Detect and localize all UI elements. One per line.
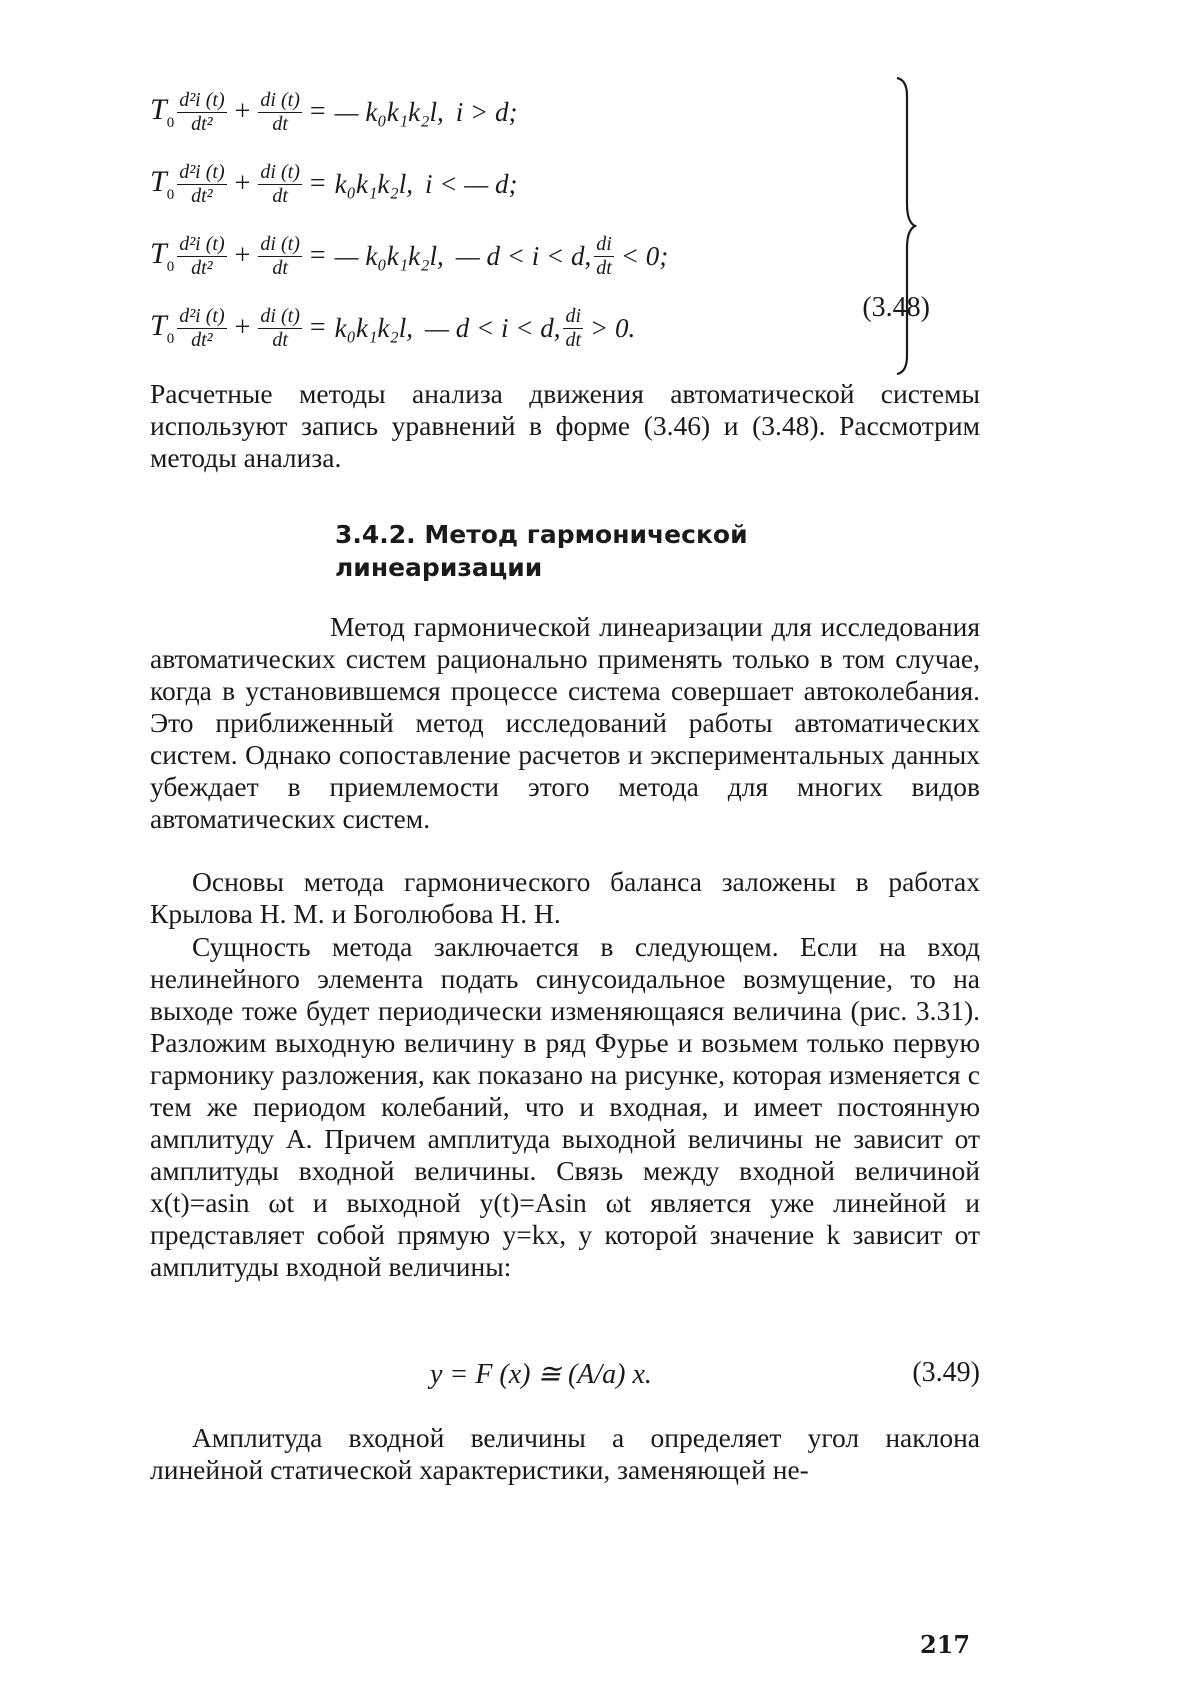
equation-condition: i > d; bbox=[455, 96, 518, 127]
plus-operator: + bbox=[234, 312, 251, 343]
equation-condition: — d < i < d, bbox=[455, 240, 592, 271]
equation-rhs: k₀k₁k₂l, bbox=[334, 312, 414, 343]
body-paragraph: Метод гармонической линеаризации для исследования автоматических систем рационально применять только в том случае, когда в установившемся процессе система совершает автоколебания. Это приближенный метод исследований работы автоматических систем. Однако сопоставление расчетов и экспериментальных данных убеждает в приемлемости этого метода для многих видов автоматических систем. bbox=[150, 611, 980, 834]
section-heading: 3.4.2. Метод гармонической линеаризации bbox=[335, 520, 748, 582]
condition-tail: < 0; bbox=[620, 240, 669, 271]
equation-number: (3.48) bbox=[862, 292, 930, 323]
second-derivative-fraction: $\frac{\text{d²i (t)}}{\text{dt²}}$ bbox=[179, 232, 225, 279]
equation-coefficient: $T_0$ bbox=[150, 92, 175, 131]
plus-operator: + bbox=[234, 240, 251, 271]
first-derivative-fraction: $\frac{di (t)}{dt}$ bbox=[260, 232, 300, 279]
equation-system bbox=[150, 78, 1050, 378]
equation-coefficient: $T_0$ bbox=[150, 236, 175, 275]
equation-coefficient: $T_0$ bbox=[150, 164, 175, 203]
second-derivative-fraction: $\frac{\text{d²i (t)}}{\text{dt²}}$ bbox=[179, 88, 225, 135]
equation-rhs: — k₀k₁k₂l, bbox=[334, 96, 444, 127]
equation-condition: — d < i < d, bbox=[425, 312, 561, 343]
plus-operator: + bbox=[234, 168, 251, 199]
equals-operator: = bbox=[309, 312, 326, 343]
plus-operator: + bbox=[234, 96, 251, 127]
second-derivative-fraction: $\frac{\text{d²i (t)}}{\text{dt²}}$ bbox=[179, 160, 225, 207]
equation-row bbox=[150, 78, 518, 146]
equation-row bbox=[150, 294, 635, 362]
equation-coefficient: $T_0$ bbox=[150, 308, 175, 347]
condition-tail: > 0. bbox=[590, 312, 636, 343]
equation-rhs: k₀k₁k₂l, bbox=[334, 168, 414, 199]
condition-derivative-fraction: $\frac{di}{dt}$ bbox=[565, 304, 582, 351]
equation-row bbox=[150, 150, 518, 218]
equation-row bbox=[150, 222, 668, 290]
condition-derivative-fraction: $\frac{di}{dt}$ bbox=[596, 232, 612, 279]
equation-number: (3.49) bbox=[912, 1357, 980, 1388]
page-number: 217 bbox=[920, 1630, 971, 1659]
equals-operator: = bbox=[309, 168, 326, 199]
formula-expression: y = F (x) ≅ (A/a) x. bbox=[430, 1359, 652, 1390]
equation-rhs: — k₀k₁k₂l, bbox=[334, 240, 444, 271]
right-brace bbox=[895, 76, 917, 376]
first-derivative-fraction: $\frac{di (t)}{dt}$ bbox=[260, 88, 300, 135]
formula bbox=[150, 1357, 980, 1397]
equals-operator: = bbox=[309, 96, 326, 127]
body-paragraph: Сущность метода заключается в следующем. Если на вход нелинейного элемента подать синусоидальное возмущение, то на выходе тоже будет периодически изменяющаяся величина (рис. 3.31). Разложим выходную величину в ряд Фурье и возьмем только первую гармонику разложения, как показано на рисунке, которая изменяется с тем же периодом колебаний, что и входная, и имеет постоянную амплитуду A. Причем амплитуда выходной величины не зависит от амплитуды входной величины. Связь между входной величиной x(t)=asin ωt и выходной y(t)=Asin ωt является уже линейной и представляет собой прямую y=kx, у которой значение k зависит от амплитуды входной величины: bbox=[150, 931, 980, 1282]
intro-paragraph: Расчетные методы анализа движения автоматической системы используют запись уравнений в форме (3.46) и (3.48). Рассмотрим методы анализа. bbox=[150, 378, 980, 473]
body-paragraph: Амплитуда входной величины a определяет угол наклона линейной статической характеристики, заменяющей не- bbox=[150, 1422, 980, 1485]
equation-condition: i < — d; bbox=[425, 168, 518, 199]
second-derivative-fraction: $\frac{\text{d²i (t)}}{\text{dt²}}$ bbox=[179, 304, 225, 351]
first-derivative-fraction: $\frac{di (t)}{dt}$ bbox=[260, 304, 300, 351]
body-paragraph: Основы метода гармонического баланса заложены в работах Крылова Н. М. и Боголюбова Н. Н. bbox=[150, 866, 980, 929]
first-derivative-fraction: $\frac{di (t)}{dt}$ bbox=[260, 160, 300, 207]
equals-operator: = bbox=[309, 240, 326, 271]
